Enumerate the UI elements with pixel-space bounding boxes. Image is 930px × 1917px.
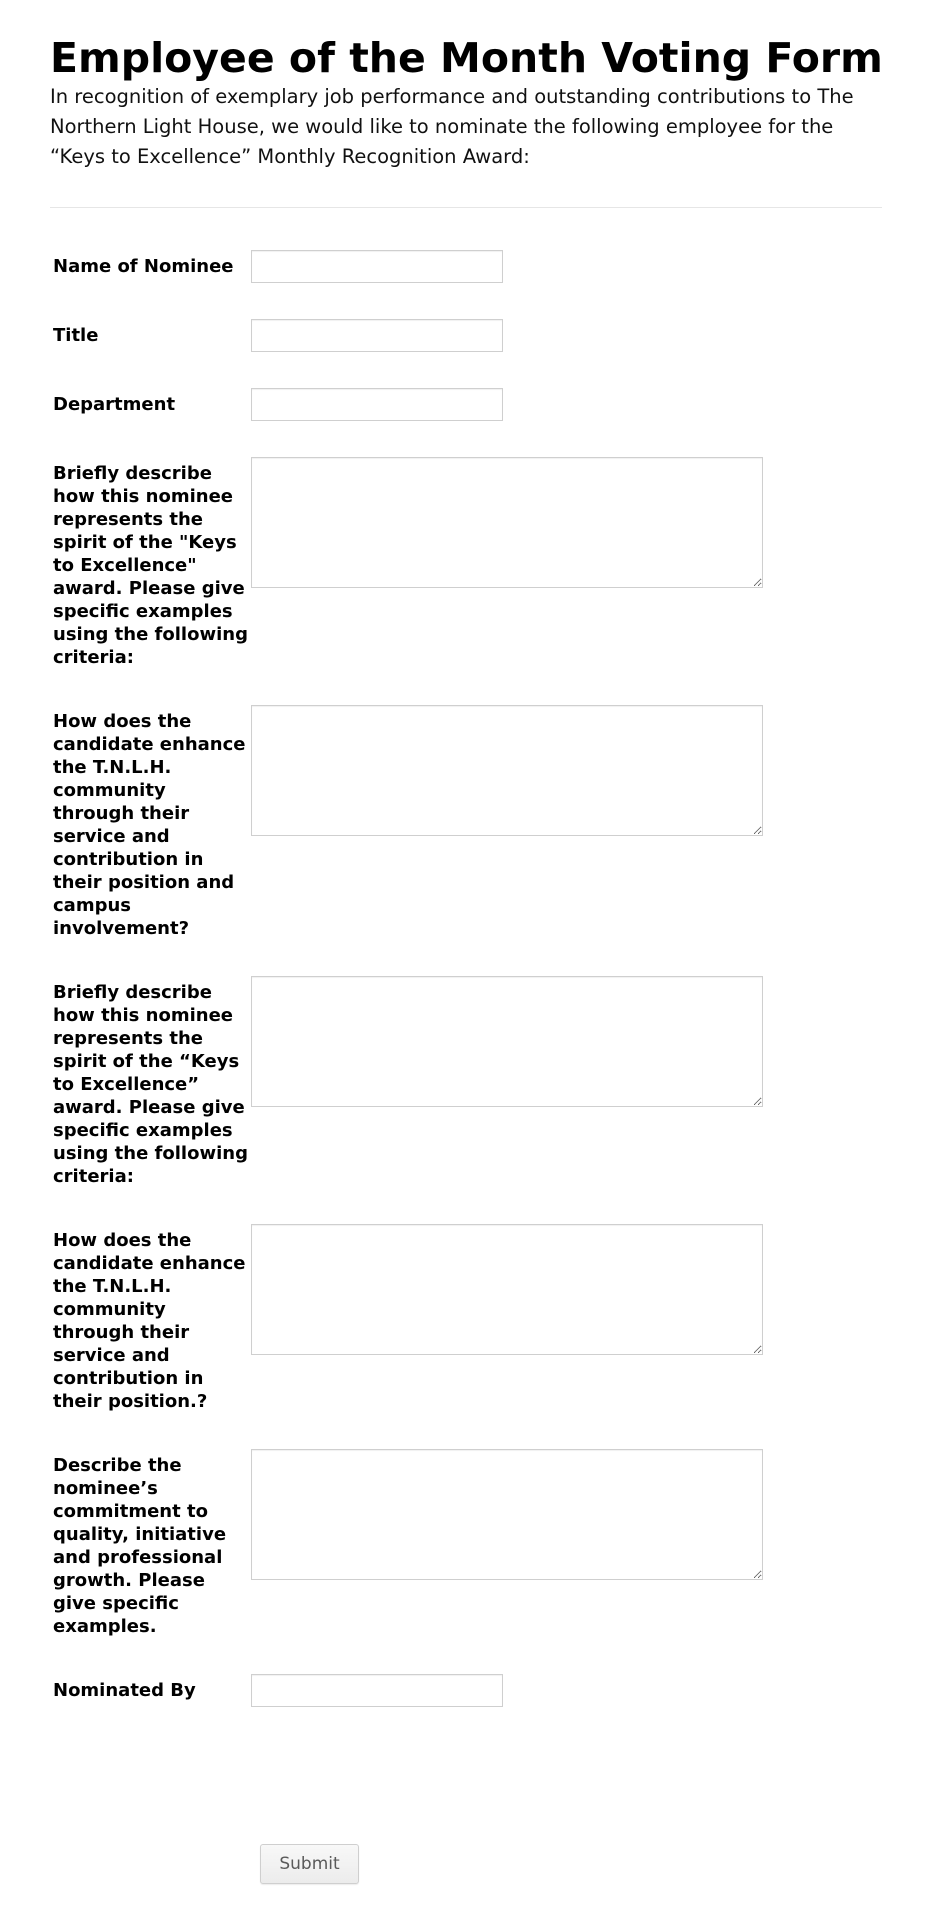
department-input[interactable] — [251, 388, 503, 421]
department-label: Department — [53, 394, 176, 415]
submit-row — [260, 1844, 359, 1884]
page-title: Employee of the Month Voting Form — [50, 34, 883, 82]
field-row-department — [53, 370, 882, 439]
community-position-label: How does the candidate enhance the T.N.L.H. community through their service and contribution in their position.? — [53, 1230, 246, 1412]
nominated-by-label: Nominated By — [53, 1680, 196, 1701]
spirit-description-textarea[interactable] — [251, 457, 763, 588]
community-campus-label: How does the candidate enhance the T.N.L.H. community through their service and contribution in their position and campus involvement? — [53, 711, 246, 939]
field-row-community-position — [53, 1206, 882, 1431]
title-label: Title — [53, 325, 99, 346]
field-row-title — [53, 301, 882, 370]
voting-form-page — [50, 0, 883, 1701]
header-divider — [50, 207, 882, 208]
field-row-commitment — [53, 1431, 882, 1656]
spirit-description-2-textarea[interactable] — [251, 976, 763, 1107]
nominated-by-input[interactable] — [251, 1674, 503, 1707]
commitment-label: Describe the nominee’s commitment to quality, initiative and professional growth. Please give specific examples. — [53, 1455, 227, 1637]
field-row-name-of-nominee — [53, 232, 882, 301]
field-row-spirit-description-2 — [53, 958, 882, 1206]
spirit-description-2-label: Briefly describe how this nominee represents the spirit of the “Keys to Excellence” award. Please give specific examples using the following criteria: — [53, 982, 248, 1187]
form-description: In recognition of exemplary job performance and outstanding contributions to The Northern Light House, we would like to nominate the following employee for the “Keys to Excellence” Monthly Recognition Award: — [50, 85, 854, 168]
spirit-description-label: Briefly describe how this nominee represents the spirit of the "Keys to Excellence" award. Please give specific examples using the following criteria: — [53, 463, 248, 668]
name-of-nominee-input[interactable] — [251, 250, 503, 283]
field-row-community-campus — [53, 687, 882, 958]
commitment-textarea[interactable] — [251, 1449, 763, 1580]
field-row-spirit-description — [53, 439, 882, 687]
field-row-nominated-by — [53, 1656, 882, 1725]
form-fields — [53, 232, 882, 1725]
community-position-textarea[interactable] — [251, 1224, 763, 1355]
title-input[interactable] — [251, 319, 503, 352]
community-campus-textarea[interactable] — [251, 705, 763, 836]
submit-button[interactable]: Submit — [260, 1844, 359, 1884]
name-of-nominee-label: Name of Nominee — [53, 256, 234, 277]
